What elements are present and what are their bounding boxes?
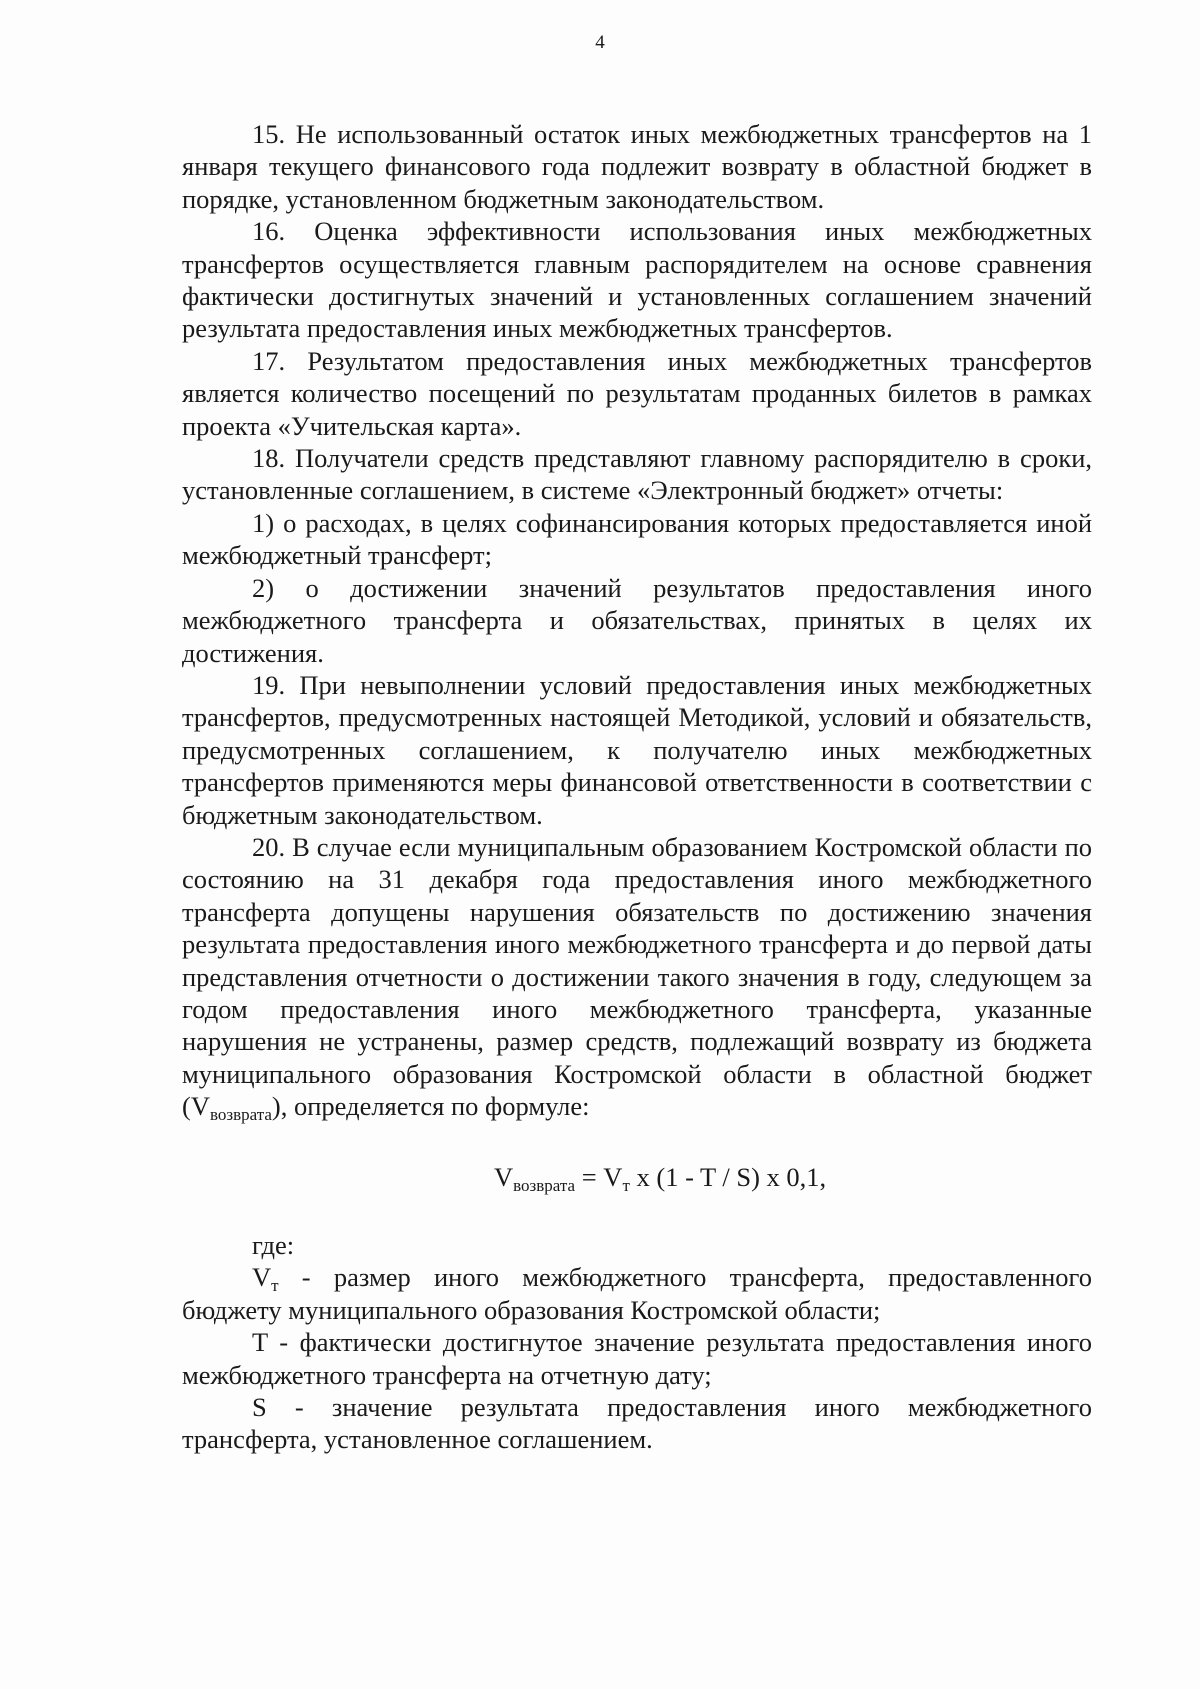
formula-lhs-var: V [494, 1161, 514, 1192]
where-label: где: [252, 1230, 295, 1260]
paragraph-20 [182, 831, 1092, 1123]
definition-vt-sub: т [271, 1276, 279, 1296]
formula-lhs-sub: возврата [513, 1175, 576, 1195]
return-formula [182, 1161, 1092, 1193]
document-body [182, 118, 1092, 1456]
paragraph-18-item-2: 2) о достижении значений результатов предоставления иного межбюджетного трансферта и обязательствах, принятых в целях их достижения. [182, 572, 1092, 668]
paragraph-18: 18. Получатели средств представляют главному распорядителю в сроки, установленные соглашением, в системе «Электронный бюджет» отчеты: [182, 443, 1092, 506]
paragraph-19: 19. При невыполнении условий предоставления иных межбюджетных трансфертов, предусмотренных настоящей Методикой, условий и обязательств, предусмотренных соглашением, к получателю иных межбюджетных трансфертов применяются меры финансовой ответственности в соответствии с бюджетным законодательством. [182, 669, 1092, 830]
paragraph-17: 17. Результатом предоставления иных межбюджетных трансфертов является количество посещений по результатам проданных билетов в рамках проекта «Учительская карта». [182, 345, 1092, 441]
formula-rhs-rest: x (1 - T / S) x 0,1, [629, 1161, 827, 1192]
paragraph-16: 16. Оценка эффективности использования иных межбюджетных трансфертов осуществляется главным распорядителем на основе сравнения фактически достигнутых значений и установленных соглашением значений результата предоставления иных межбюджетных трансфертов. [182, 216, 1092, 344]
definition-vt [182, 1261, 1092, 1326]
definition-t: T - фактически достигнутое значение результата предоставления иного межбюджетного трансферта на отчетную дату; [182, 1327, 1092, 1390]
paragraph-20-subscript: возврата [209, 1105, 272, 1125]
paragraph-20-main: 20. В случае если муниципальным образованием Костромской области по состоянию на 31 декабря года предоставления иного межбюджетного трансферта допущены нарушения обязательств по достижению значения результата предоставления иного межбюджетного трансферта и до первой даты представления отчетности о достижении такого значения в году, следующем за годом предоставления иного межбюджетного трансферта, указанные нарушения не устранены, размер средств, подлежащий возврату из бюджета муниципального образования Костромской области в областной бюджет (V [182, 831, 1092, 1122]
definition-vt-var: V [252, 1262, 272, 1293]
formula-eq: = V [575, 1161, 623, 1192]
paragraph-20-tail: ), определяется по формуле: [271, 1091, 590, 1122]
definition-vt-text: - размер иного межбюджетного трансферта, предоставленного бюджету муниципального образования Костромской области; [182, 1262, 1092, 1325]
formula-rhs-sub: т [622, 1175, 630, 1195]
paragraph-18-item-1: 1) о расходах, в целях софинансирования которых предоставляется иной межбюджетный трансферт; [182, 507, 1092, 571]
page-number: 4 [595, 32, 605, 53]
definition-s: S - значение результата предоставления иного межбюджетного трансферта, установленное соглашением. [182, 1392, 1092, 1455]
paragraph-15: 15. Не использованный остаток иных межбюджетных трансфертов на 1 января текущего финансового года подлежит возврату в областной бюджет в порядке, установленном бюджетным законодательством. [182, 119, 1092, 214]
